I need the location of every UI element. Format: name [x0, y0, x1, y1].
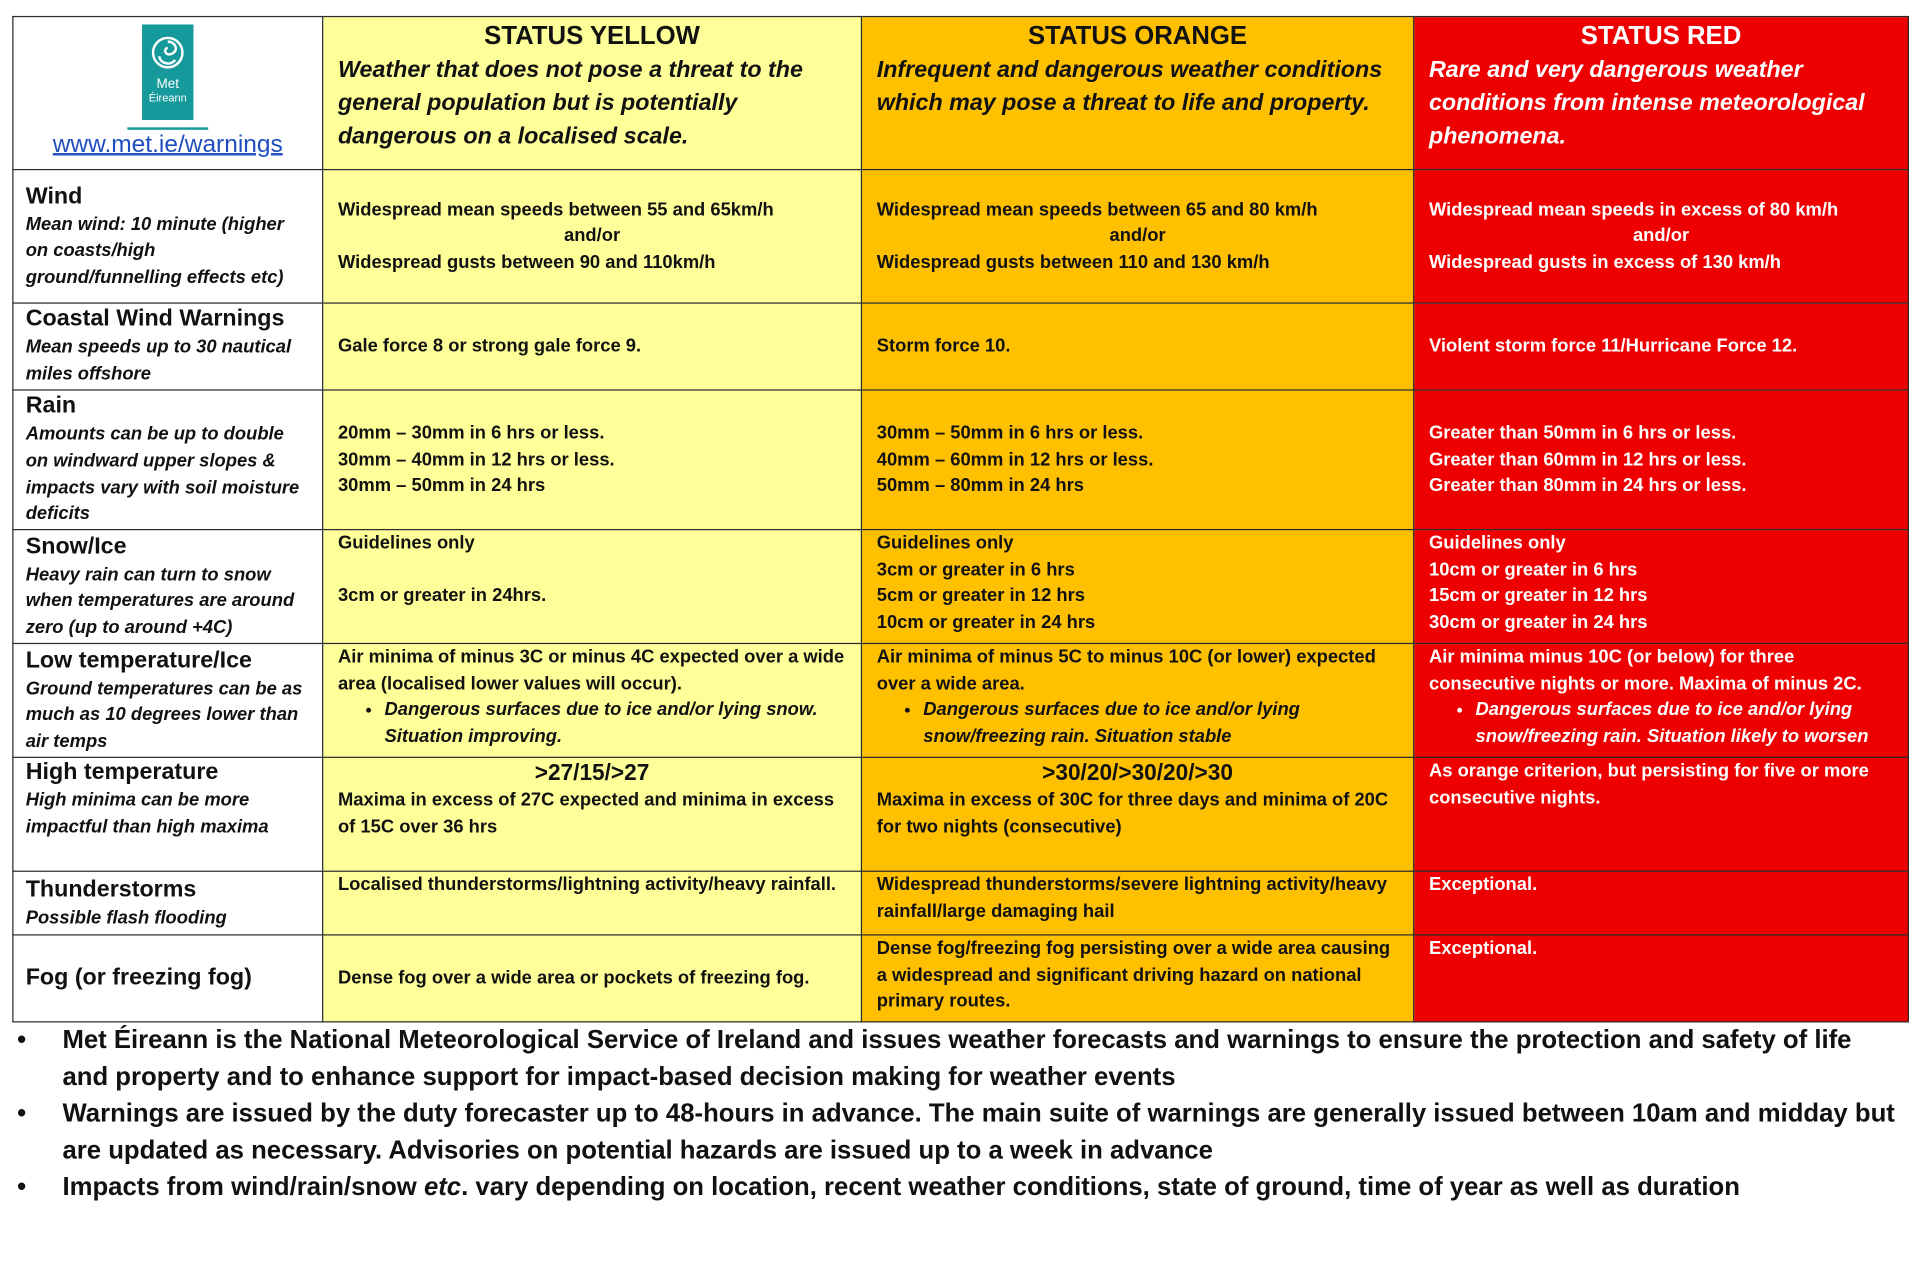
note-text-italic: etc — [423, 1173, 462, 1202]
criteria-text: Maxima in excess of 30C for three days and minima of 20C for two nights (consecutive) — [876, 789, 1389, 838]
snow-yellow — [323, 530, 862, 644]
coastal-orange — [861, 303, 1413, 390]
coastal-red — [1414, 303, 1909, 390]
bullet-icon: • — [17, 1173, 27, 1202]
hazard-title: High temperature — [25, 759, 219, 785]
criteria-text: Exceptional. — [1428, 874, 1538, 896]
hazard-title: Wind — [25, 183, 83, 209]
row-wind — [13, 170, 1909, 303]
note-text: Impacts from wind/rain/snow — [62, 1173, 424, 1202]
fog-yellow — [323, 935, 862, 1022]
fog-red — [1414, 935, 1909, 1022]
threshold-code: >27/15/>27 — [534, 759, 650, 785]
lowtemp-red — [1414, 643, 1909, 757]
notes-list — [12, 1022, 1898, 1206]
status-red-title: STATUS RED — [1580, 22, 1742, 51]
lowtemp-yellow — [323, 643, 862, 757]
criteria-text: Dense fog/freezing fog persisting over a wide area causing a widespread and significant driving hazard on national primary routes. — [876, 937, 1391, 1012]
hazard-subtitle: High minima can be more impactful than high maxima — [25, 789, 269, 838]
thunder-orange — [861, 871, 1413, 935]
hazard-title: Fog (or freezing fog) — [25, 964, 252, 991]
criteria-text: Exceptional. — [1428, 937, 1538, 959]
hazard-title: Snow/Ice — [25, 533, 127, 560]
hazard-label-snow — [13, 530, 323, 644]
hazard-label-low-temp — [13, 643, 323, 757]
criteria-bullets — [877, 697, 1399, 750]
note-text: . vary depending on location, recent weather conditions, state of ground, time of year as well as duration — [461, 1173, 1740, 1202]
rain-orange — [861, 390, 1413, 530]
hazard-title: Rain — [25, 393, 77, 420]
row-low-temperature — [13, 643, 1909, 757]
thunder-red — [1414, 871, 1909, 935]
criteria-line: Widespread mean speeds in excess of 80 km/h — [1428, 199, 1839, 220]
header-red — [1414, 17, 1909, 170]
wind-yellow — [323, 170, 862, 303]
criteria-text: Violent storm force 11/Hurricane Force 12. — [1428, 335, 1798, 357]
swirl-icon — [149, 34, 186, 71]
snow-orange — [861, 530, 1413, 644]
hazard-label-thunder — [13, 871, 323, 935]
logo-cell — [13, 17, 323, 170]
met-eireann-logo — [142, 24, 193, 120]
criteria-text: Gale force 8 or strong gale force 9. — [337, 335, 642, 357]
status-orange-description: Infrequent and dangerous weather conditions which may pose a threat to life and property. — [876, 57, 1383, 117]
criteria-text: Air minima minus 10C (or below) for three consecutive nights or more. Maxima of minus 2C. — [1428, 646, 1862, 694]
criteria-line: Widespread mean speeds between 55 and 65km/h — [337, 199, 774, 220]
criteria-bullets — [338, 697, 846, 750]
wind-orange — [861, 170, 1413, 303]
wind-red — [1414, 170, 1909, 303]
lowtemp-orange — [861, 643, 1413, 757]
logo-divider — [127, 127, 208, 129]
criteria-bullet: • Dangerous surfaces due to ice and/or lying snow/freezing rain. Situation likely to worsen — [1476, 697, 1894, 750]
criteria-line: Widespread gusts in excess of 130 km/h — [1428, 251, 1782, 273]
header-orange — [861, 17, 1413, 170]
hazard-label-high-temp — [13, 757, 323, 871]
warnings-website-link[interactable]: www.met.ie/warnings — [52, 131, 283, 158]
note-text: Warnings are issued by the duty forecaster up to 48-hours in advance. The main suite of warnings are generally issued between 10am and midday but are updated as necessary. Advisories on potential hazards are issued up to a week in advance — [62, 1099, 1895, 1165]
header-yellow — [323, 17, 862, 170]
rain-red — [1414, 390, 1909, 530]
status-yellow-title: STATUS YELLOW — [484, 22, 700, 51]
hazard-subtitle: Amounts can be up to double on windward upper slopes & impacts vary with soil moisture deficits — [25, 424, 300, 525]
header-row — [13, 17, 1909, 170]
hazard-subtitle: Ground temperatures can be as much as 10 degrees lower than air temps — [25, 677, 303, 752]
criteria-bullet: • Dangerous surfaces due to ice and/or lying snow. Situation improving. — [384, 697, 846, 750]
hightemp-orange — [861, 757, 1413, 871]
hazard-subtitle: Mean wind: 10 minute (higher on coasts/high ground/funnelling effects etc) — [25, 213, 284, 288]
status-yellow-description: Weather that does not pose a threat to the general population but is potentially dangerous on a localised scale. — [337, 57, 803, 150]
criteria-text: As orange criterion, but persisting for five or more consecutive nights. — [1428, 760, 1869, 808]
warning-criteria-table — [12, 16, 1909, 1023]
criteria-text: Widespread thunderstorms/severe lightning activity/heavy rainfall/large damaging hail — [876, 874, 1387, 922]
criteria-connector: and/or — [563, 225, 621, 247]
row-snow-ice — [13, 530, 1909, 644]
criteria-text: 30mm – 50mm in 6 hrs or less. 40mm – 60mm in 12 hrs or less. 50mm – 80mm in 24 hrs — [876, 422, 1154, 497]
fog-orange — [861, 935, 1413, 1022]
criteria-line: Widespread gusts between 90 and 110km/h — [337, 251, 716, 273]
hazard-title: Thunderstorms — [25, 876, 197, 903]
criteria-text: Dense fog over a wide area or pockets of freezing fog. — [337, 967, 810, 989]
criteria-text: Localised thunderstorms/lightning activity/heavy rainfall. — [337, 874, 837, 896]
criteria-text: Air minima of minus 3C or minus 4C expected over a wide area (localised lower values will occur). — [337, 646, 845, 694]
status-orange-title: STATUS ORANGE — [1028, 22, 1248, 51]
criteria-text: 20mm – 30mm in 6 hrs or less. 30mm – 40mm in 12 hrs or less. 30mm – 50mm in 24 hrs — [337, 422, 615, 497]
criteria-text: Storm force 10. — [876, 335, 1011, 357]
hazard-subtitle: Heavy rain can turn to snow when temperatures are around zero (up to around +4C) — [25, 564, 295, 638]
hazard-title: Coastal Wind Warnings — [25, 306, 285, 333]
row-high-temperature — [13, 757, 1909, 871]
note-item — [12, 1169, 1898, 1206]
hazard-label-coastal — [13, 303, 323, 390]
criteria-text: Air minima of minus 5C to minus 10C (or lower) expected over a wide area. — [876, 646, 1376, 694]
logo-text-met: Met — [156, 77, 179, 92]
criteria-line: Widespread gusts between 110 and 130 km/h — [876, 251, 1270, 273]
criteria-text: Maxima in excess of 27C expected and minima in excess of 15C over 36 hrs — [337, 789, 835, 838]
hightemp-yellow — [323, 757, 862, 871]
logo-text-eireann: Éireann — [148, 91, 187, 105]
hazard-subtitle: Mean speeds up to 30 nautical miles offshore — [25, 337, 292, 385]
hazard-label-rain — [13, 390, 323, 530]
note-text: Met Éireann is the National Meteorological Service of Ireland and issues weather forecasts and warnings to ensure the protection and safety of life and property and to enhance support for impact-based decision making for weather events — [62, 1026, 1852, 1092]
row-rain — [13, 390, 1909, 530]
hightemp-red — [1414, 757, 1909, 871]
snow-red — [1414, 530, 1909, 644]
hazard-label-fog — [13, 935, 323, 1022]
note-item — [12, 1096, 1898, 1169]
thunder-yellow — [323, 871, 862, 935]
threshold-code: >30/20/>30/20/>30 — [1042, 759, 1233, 785]
criteria-bullet: • Dangerous surfaces due to ice and/or lying snow/freezing rain. Situation stable — [923, 697, 1398, 750]
status-red-description: Rare and very dangerous weather conditions from intense meteorological phenomena. — [1428, 57, 1865, 150]
criteria-text: Guidelines only 3cm or greater in 6 hrs 5cm or greater in 12 hrs 10cm or greater in 24 hrs — [876, 532, 1096, 633]
bullet-icon: • — [17, 1026, 27, 1055]
criteria-connector: and/or — [1109, 225, 1166, 247]
hazard-title: Low temperature/Ice — [25, 647, 252, 673]
rain-yellow — [323, 390, 862, 530]
hazard-label-wind — [13, 170, 323, 303]
criteria-bullets — [1429, 697, 1893, 750]
criteria-connector: and/or — [1632, 225, 1690, 247]
row-fog — [13, 935, 1909, 1022]
row-thunderstorms — [13, 871, 1909, 935]
criteria-text: Guidelines only 10cm or greater in 6 hrs 15cm or greater in 12 hrs 30cm or greater in 24 hrs — [1428, 532, 1648, 633]
criteria-line: Widespread mean speeds between 65 and 80 km/h — [876, 199, 1318, 220]
coastal-yellow — [323, 303, 862, 390]
criteria-text: Greater than 50mm in 6 hrs or less. Greater than 60mm in 12 hrs or less. Greater than 80mm in 24 hrs or less. — [1428, 422, 1747, 497]
note-item — [12, 1022, 1898, 1095]
hazard-subtitle: Possible flash flooding — [25, 906, 227, 928]
bullet-icon: • — [17, 1099, 27, 1128]
criteria-text: Guidelines only 3cm or greater in 24hrs. — [337, 532, 547, 607]
row-coastal-wind — [13, 303, 1909, 390]
